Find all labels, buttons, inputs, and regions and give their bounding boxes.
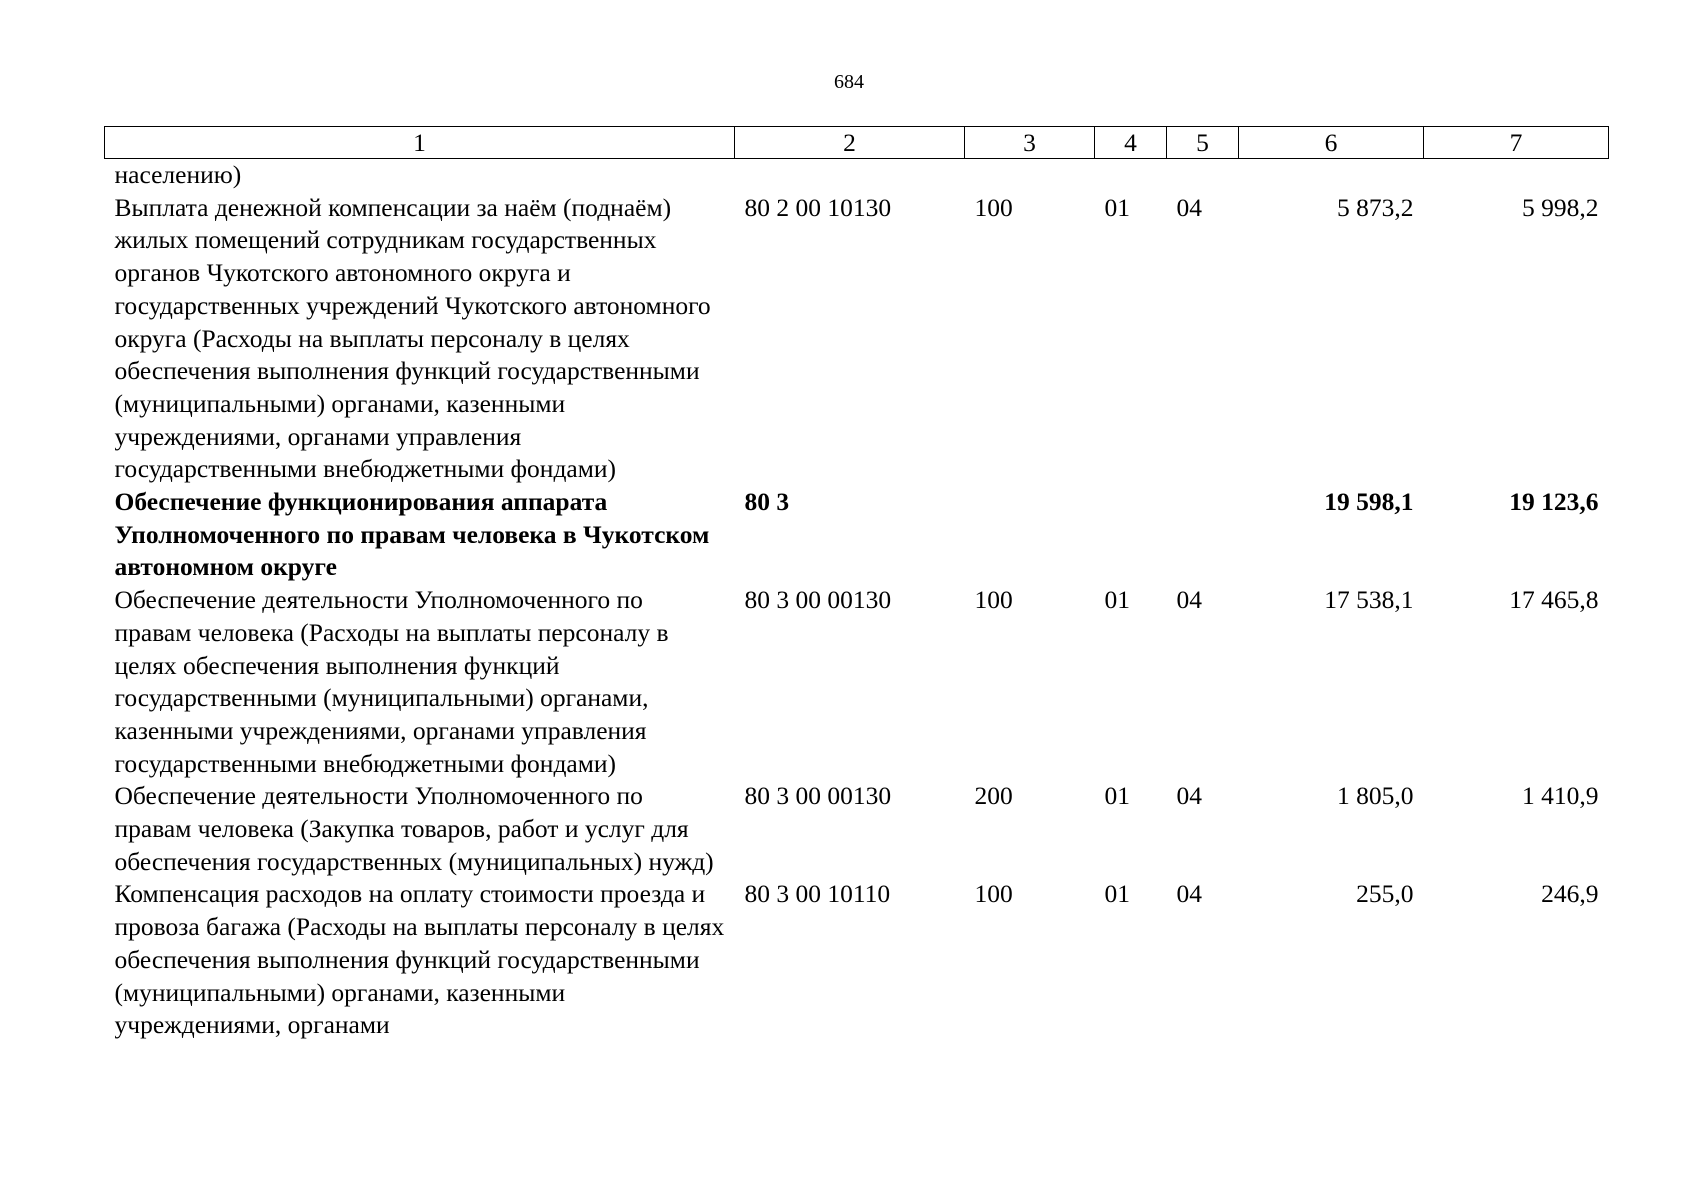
row-name: Обеспечение деятельности Уполномоченного по правам человека (Закупка товаров, работ и услуг для обеспечения государственных (муниципальных) нужд) (114, 781, 714, 876)
row-amount-2: 19 123,6 (1509, 487, 1599, 517)
row-code: 80 3 00 00130 (744, 585, 892, 615)
row-type: 100 (974, 192, 1013, 222)
row-section (1095, 486, 1167, 584)
row-code: 80 3 00 10110 (744, 879, 891, 909)
row-code: 80 2 00 10130 (744, 192, 892, 222)
row-amount-2: 246,9 (1541, 879, 1599, 909)
row-name: Обеспечение функционирования аппарата Уполномоченного по правам человека в Чукотском автономном округе (114, 487, 710, 582)
row-name: Обеспечение деятельности Уполномоченного по правам человека (Расходы на выплаты персоналу в целях обеспечения выполнения функций государственными (муниципальными) органами, казенными учреждениями, органами управления государственными внебюджетными фондами) (114, 585, 669, 778)
continuation-text: населению) (114, 160, 242, 189)
row-subsection: 04 (1176, 585, 1202, 615)
table-row (105, 780, 1609, 878)
row-section: 01 (1104, 192, 1130, 222)
row-amount-1: 19 598,1 (1324, 487, 1414, 517)
row-section: 01 (1104, 585, 1130, 615)
header-col-6: 6 (1239, 127, 1424, 159)
table-row (105, 486, 1609, 584)
header-col-5: 5 (1167, 127, 1239, 159)
row-code: 80 3 (744, 487, 790, 517)
row-amount-2: 1 410,9 (1522, 781, 1599, 811)
table-row (105, 878, 1609, 1042)
row-amount-1: 17 538,1 (1324, 585, 1414, 615)
header-col-2: 2 (735, 127, 965, 159)
page-number: 684 (834, 71, 864, 93)
budget-table (104, 126, 1609, 1042)
row-subsection: 04 (1176, 192, 1202, 222)
row-subsection: 04 (1176, 781, 1202, 811)
row-type: 100 (974, 585, 1013, 615)
header-col-7: 7 (1424, 127, 1609, 159)
table-row (105, 584, 1609, 780)
header-col-3: 3 (965, 127, 1095, 159)
row-type: 200 (974, 781, 1013, 811)
row-subsection: 04 (1176, 879, 1202, 909)
row-code: 80 3 00 00130 (744, 781, 892, 811)
table-row (105, 192, 1609, 486)
table-row-continuation (105, 159, 1609, 192)
row-section: 01 (1104, 879, 1130, 909)
row-amount-1: 5 873,2 (1337, 192, 1414, 222)
row-section: 01 (1104, 781, 1130, 811)
row-name: Компенсация расходов на оплату стоимости проезда и провоза багажа (Расходы на выплаты персоналу в целях обеспечения выполнения функций государственными (муниципальными) органами, казенными учреждениями, органами (114, 879, 725, 1040)
header-col-4: 4 (1095, 127, 1167, 159)
row-type: 100 (974, 879, 1013, 909)
row-amount-1: 1 805,0 (1337, 781, 1414, 811)
row-type (965, 486, 1095, 584)
row-amount-1: 255,0 (1356, 879, 1414, 909)
row-subsection (1167, 486, 1239, 584)
row-amount-2: 17 465,8 (1509, 585, 1599, 615)
row-name: Выплата денежной компенсации за наём (поднаём) жилых помещений сотрудникам государственных органов Чукотского автономного округа и государственных учреждений Чукотского автономного округа (Расходы на выплаты персоналу в целях обеспечения выполнения функций государственными (муниципальными) органами, казенными учреждениями, органами управления государственными внебюджетными фондами) (114, 192, 711, 484)
table-header-row (105, 127, 1609, 159)
row-amount-2: 5 998,2 (1522, 192, 1599, 222)
header-col-1: 1 (105, 127, 735, 159)
